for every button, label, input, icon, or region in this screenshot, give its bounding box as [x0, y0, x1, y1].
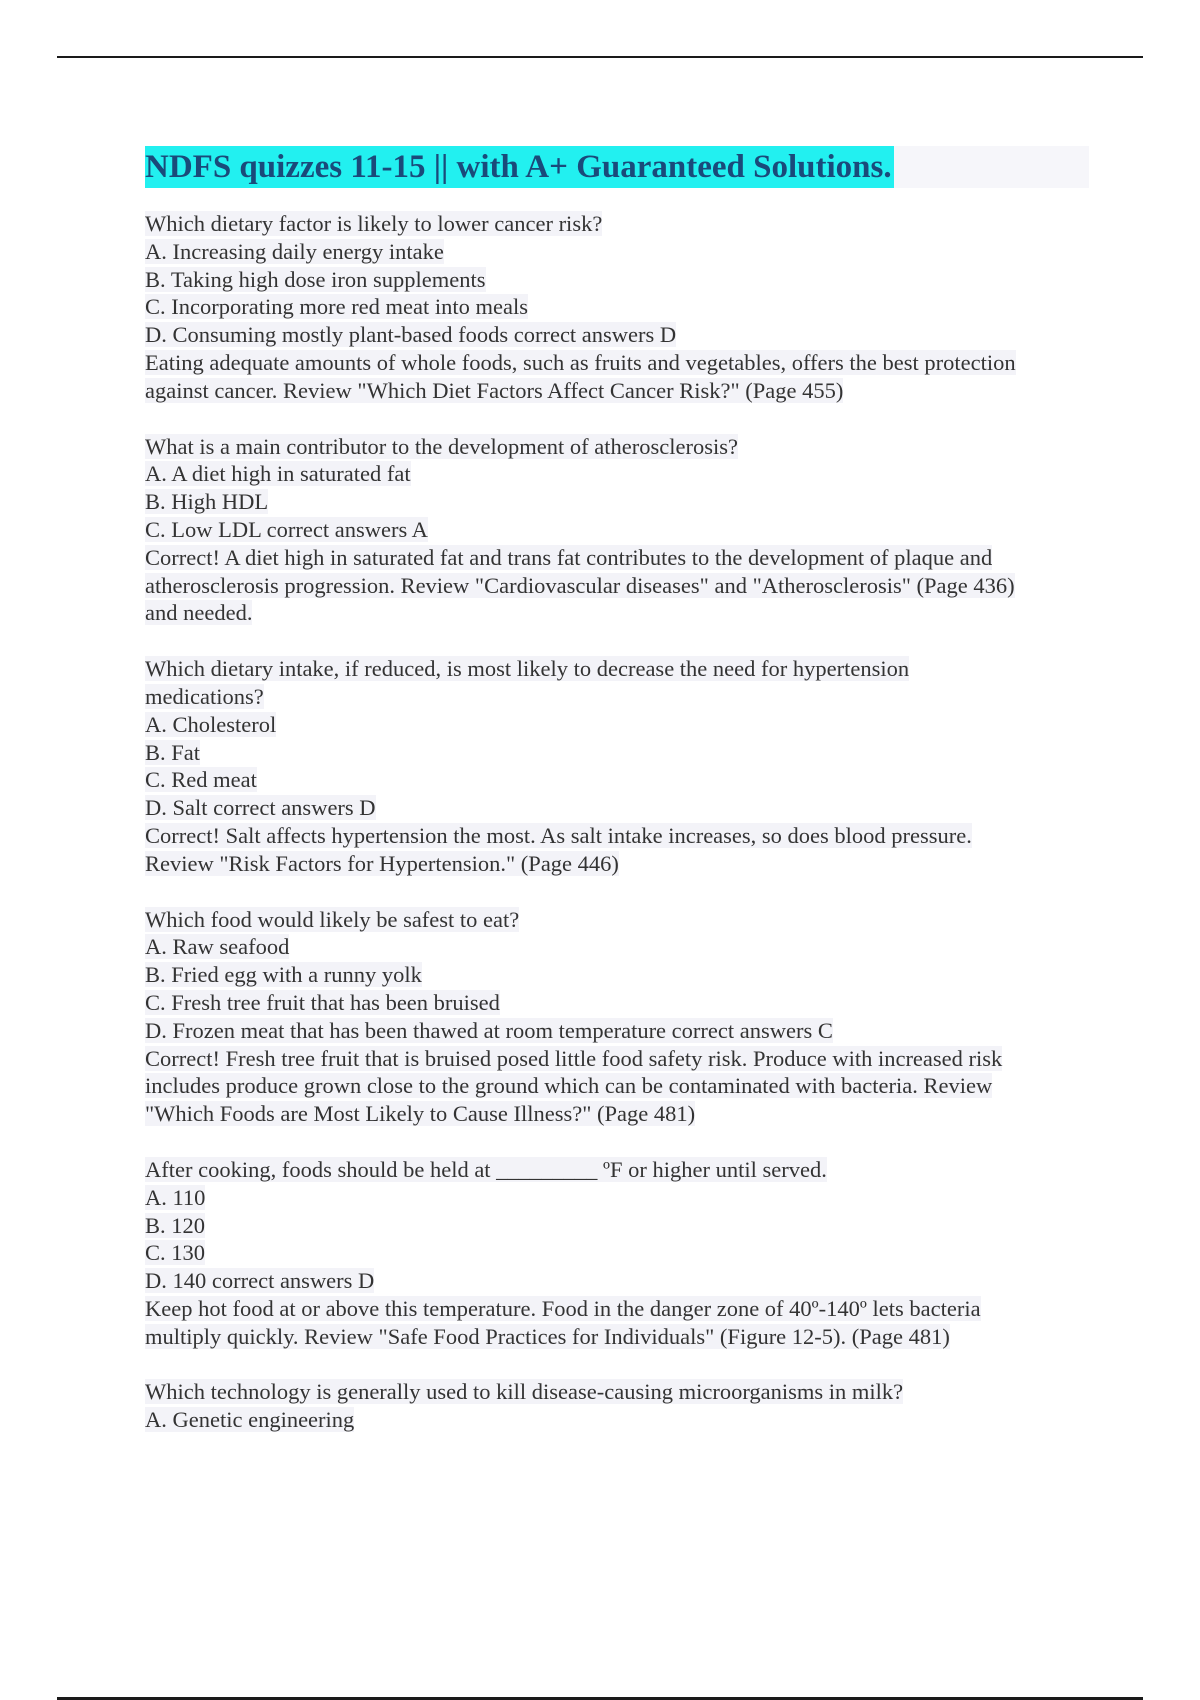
answer-option [145, 1184, 1089, 1212]
explanation-text-text: includes produce grown close to the ground which can be contaminated with bacteria. Review [145, 1073, 993, 1099]
explanation-text [145, 544, 1089, 572]
explanation-text [145, 349, 1089, 377]
explanation-text [145, 599, 1089, 627]
answer-option [145, 321, 1089, 349]
answer-option-text: A. Cholesterol [145, 711, 277, 737]
answer-option-text: B. Fried egg with a runny yolk [145, 962, 422, 988]
explanation-text-text: Eating adequate amounts of whole foods, such as fruits and vegetables, offers the best protection [145, 349, 1016, 375]
explanation-text [145, 1323, 1089, 1351]
answer-option [145, 488, 1089, 516]
explanation-text-text: Correct! A diet high in saturated fat and trans fat contributes to the development of plaque and [145, 544, 993, 570]
answer-option [145, 933, 1089, 961]
answer-option-text: A. 110 [145, 1184, 206, 1210]
explanation-text [145, 822, 1089, 850]
answer-option [145, 266, 1089, 294]
answer-option [145, 711, 1089, 739]
question-block [145, 655, 1089, 877]
answer-option [145, 1406, 1089, 1434]
answer-option-text: A. A diet high in saturated fat [145, 461, 411, 487]
document-page [145, 146, 1089, 1462]
top-rule [57, 56, 1143, 58]
answer-option-text: D. Frozen meat that has been thawed at room temperature correct answers C [145, 1017, 833, 1043]
answer-option [145, 766, 1089, 794]
question-block [145, 433, 1089, 628]
answer-option-text: B. 120 [145, 1212, 206, 1238]
answer-option-text: B. Taking high dose iron supplements [145, 266, 486, 292]
answer-option [145, 460, 1089, 488]
question-block [145, 1156, 1089, 1351]
answer-option-text: D. Consuming mostly plant-based foods correct answers D [145, 322, 677, 348]
answer-option-text: D. 140 correct answers D [145, 1268, 375, 1294]
answer-option [145, 238, 1089, 266]
question-text [145, 655, 1089, 683]
question-text-text: Which technology is generally used to kill disease-causing microorganisms in milk? [145, 1379, 904, 1405]
question-text-text: Which dietary factor is likely to lower cancer risk? [145, 211, 603, 236]
question-block [145, 1378, 1089, 1434]
answer-option [145, 1239, 1089, 1267]
explanation-text [145, 377, 1089, 405]
answer-option-text: C. Low LDL correct answers A [145, 516, 428, 542]
title-band [145, 146, 1089, 188]
explanation-text [145, 572, 1089, 600]
answer-option-text: B. Fat [145, 739, 201, 765]
document-title: NDFS quizzes 11-15 || with A+ Guaranteed Solutions. [145, 146, 894, 188]
question-text-text: Which dietary intake, if reduced, is most likely to decrease the need for hypertension [145, 656, 910, 682]
answer-option [145, 1267, 1089, 1295]
explanation-text [145, 850, 1089, 878]
question-text-text: After cooking, foods should be held at _________ ºF or higher until served. [145, 1156, 827, 1182]
answer-option [145, 293, 1089, 321]
answer-option-text: A. Genetic engineering [145, 1407, 355, 1433]
question-list [145, 210, 1089, 1434]
explanation-text [145, 1045, 1089, 1073]
explanation-text-text: atherosclerosis progression. Review "Cardiovascular diseases" and "Atherosclerosis" (Page 436) [145, 572, 1015, 598]
answer-option [145, 794, 1089, 822]
explanation-text [145, 1072, 1089, 1100]
question-text [145, 683, 1089, 711]
answer-option [145, 1017, 1089, 1045]
answer-option-text: C. Incorporating more red meat into meals [145, 294, 529, 320]
question-text [145, 433, 1089, 461]
question-text-text: Which food would likely be safest to eat? [145, 906, 520, 932]
answer-option-text: C. 130 [145, 1240, 206, 1266]
answer-option-text: D. Salt correct answers D [145, 795, 376, 821]
explanation-text-text: against cancer. Review "Which Diet Factors Affect Cancer Risk?" (Page 455) [145, 377, 844, 403]
answer-option-text: B. High HDL [145, 489, 269, 515]
question-block [145, 906, 1089, 1128]
answer-option [145, 516, 1089, 544]
answer-option [145, 961, 1089, 989]
explanation-text-text: Review "Risk Factors for Hypertension." (Page 446) [145, 850, 619, 876]
question-text [145, 210, 1089, 238]
answer-option [145, 989, 1089, 1017]
answer-option-text: A. Raw seafood [145, 934, 290, 960]
explanation-text-text: "Which Foods are Most Likely to Cause Illness?" (Page 481) [145, 1101, 696, 1127]
explanation-text-text: multiply quickly. Review "Safe Food Practices for Individuals" (Figure 12-5). (Page 481) [145, 1323, 950, 1349]
question-text [145, 1378, 1089, 1406]
explanation-text-text: Correct! Fresh tree fruit that is bruised posed little food safety risk. Produce with increased risk [145, 1045, 1003, 1071]
explanation-text [145, 1295, 1089, 1323]
explanation-text [145, 1100, 1089, 1128]
answer-option-text: C. Fresh tree fruit that has been bruised [145, 989, 500, 1015]
question-block [145, 210, 1089, 405]
question-text-text: What is a main contributor to the development of atherosclerosis? [145, 433, 738, 459]
answer-option [145, 739, 1089, 767]
answer-option-text: C. Red meat [145, 767, 257, 793]
explanation-text-text: Correct! Salt affects hypertension the most. As salt intake increases, so does blood pressure. [145, 822, 972, 848]
question-text [145, 1156, 1089, 1184]
answer-option [145, 1212, 1089, 1240]
explanation-text-text: and needed. [145, 600, 253, 626]
explanation-text-text: Keep hot food at or above this temperature. Food in the danger zone of 40º-140º lets bacteria [145, 1295, 981, 1321]
question-text-text: medications? [145, 683, 264, 709]
question-text [145, 906, 1089, 934]
answer-option-text: A. Increasing daily energy intake [145, 238, 444, 264]
